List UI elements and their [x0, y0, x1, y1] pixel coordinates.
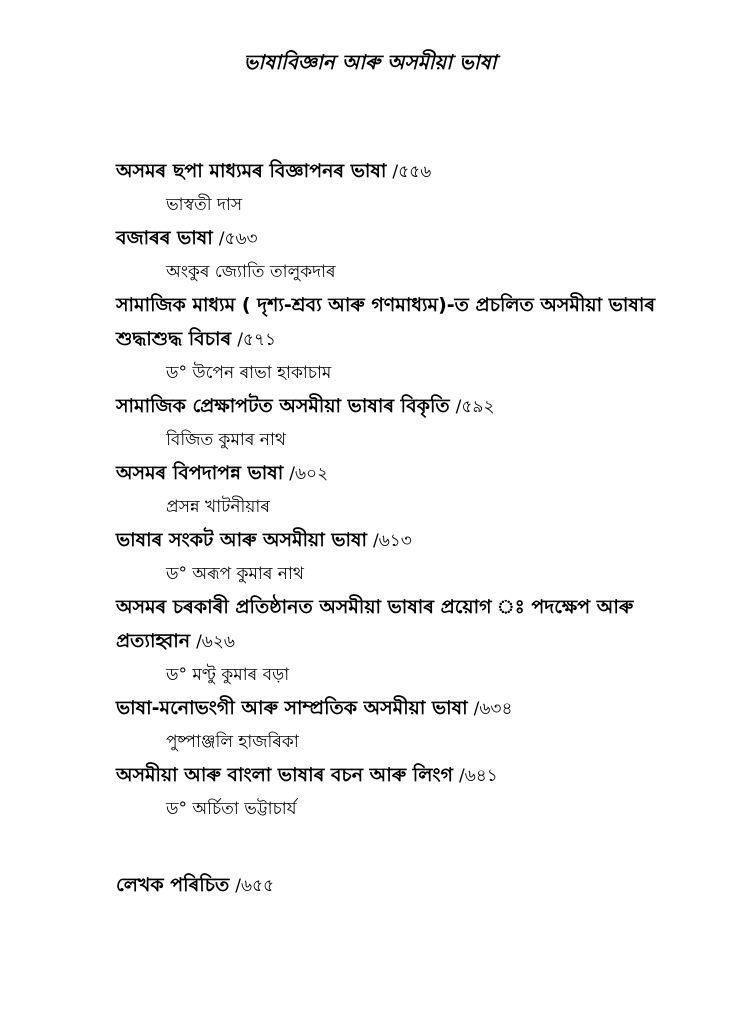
toc-entry [116, 389, 676, 456]
toc-entry-page: /৫৫৬ [392, 162, 432, 182]
toc-entry [116, 154, 676, 221]
page-title: ভাষাবিজ্ঞান আৰু অসমীয়া ভাষা [243, 50, 497, 74]
toc-entry [116, 590, 676, 691]
toc-entry-page: /৬১৩ [373, 531, 412, 551]
toc-entry-author: ড° উপেন ৰাভা হাকাচাম [166, 363, 332, 383]
toc-entry-page: /৬৩৪ [473, 699, 513, 719]
toc-entry-title: বজাৰৰ ভাষা [116, 227, 213, 249]
toc-entry [116, 456, 676, 523]
toc-entry-title-line [116, 221, 676, 256]
toc-entry-title-line [116, 691, 676, 726]
toc-entry-title: ভাষা-মনোভংগী আৰু সাম্প্ৰতিক অসমীয়া ভাষা [116, 697, 468, 719]
about-authors-entry [116, 868, 274, 903]
toc-entry-author: ভাস্বতী দাস [166, 195, 243, 215]
toc-entry-title-line [116, 758, 676, 793]
toc-entry-page: /৫৭১ [237, 330, 277, 350]
toc-entry-title-line [116, 389, 676, 424]
toc-entry [116, 221, 676, 288]
toc-entry-author: বিজিত কুমাৰ নাথ [166, 430, 286, 450]
toc-entry [116, 691, 676, 758]
about-authors-page: /৬৫৫ [235, 876, 275, 896]
table-of-contents [116, 154, 676, 825]
toc-entry [116, 288, 676, 389]
toc-entry-page: /৫৬৩ [218, 229, 258, 249]
toc-entry-page: /৫৯২ [455, 397, 495, 417]
toc-entry-author: অংকুৰ জ্যোতি তালুকদাৰ [166, 262, 336, 282]
toc-entry-title: অসমীয়া আৰু বাংলা ভাষাৰ বচন আৰু লিংগ [116, 764, 453, 786]
toc-entry-title-line [116, 523, 676, 558]
toc-entry-page: /৬৪১ [459, 766, 498, 786]
toc-entry-title: অসমৰ ছপা মাধ্যমৰ বিজ্ঞাপনৰ ভাষা [116, 160, 387, 182]
toc-entry-title-line [116, 456, 676, 491]
toc-entry-title: সামাজিক মাধ্যম ( দৃশ্য-শ্ৰব্য আৰু গণমাধ্যম)-ত প্ৰচলিত অসমীয়া ভাষাৰ শুদ্ধাশুদ্ধ বিচাৰ [116, 294, 656, 350]
toc-entry-title: সামাজিক প্ৰেক্ষাপটত অসমীয়া ভাষাৰ বিকৃতি [116, 395, 450, 417]
toc-entry-author: পুষ্পাঞ্জলি হাজৰিকা [166, 732, 299, 752]
toc-entry [116, 758, 676, 825]
toc-entry-title-line [116, 590, 676, 659]
toc-entry-author: ড° অৰ্চিতা ভট্টাচাৰ্য [166, 799, 297, 819]
toc-entry-page: /৬০২ [289, 464, 329, 484]
toc-entry-author: প্ৰসন্ন খাটনীয়াৰ [166, 497, 270, 517]
toc-entry-title-line [116, 288, 676, 357]
toc-entry-title-line [116, 154, 676, 189]
about-authors-title: লেখক পৰিচিত [116, 874, 230, 896]
toc-entry-author: ড° মণ্টু কুমাৰ বড়া [166, 665, 290, 685]
toc-entry-title: অসমৰ বিপদাপন্ন ভাষা [116, 462, 284, 484]
toc-entry-author: ড° অৰূপ কুমাৰ নাথ [166, 564, 304, 584]
toc-entry-title: ভাষাৰ সংকট আৰু অসমীয়া ভাষা [116, 529, 367, 551]
toc-entry [116, 523, 676, 590]
toc-entry-title: অসমৰ চৰকাৰী প্ৰতিষ্ঠানত অসমীয়া ভাষাৰ প্ৰয়োগ ঃ পদক্ষেপ আৰু প্ৰত্যাহ্বান [116, 596, 634, 652]
toc-entry-page: /৬২৬ [196, 632, 235, 652]
